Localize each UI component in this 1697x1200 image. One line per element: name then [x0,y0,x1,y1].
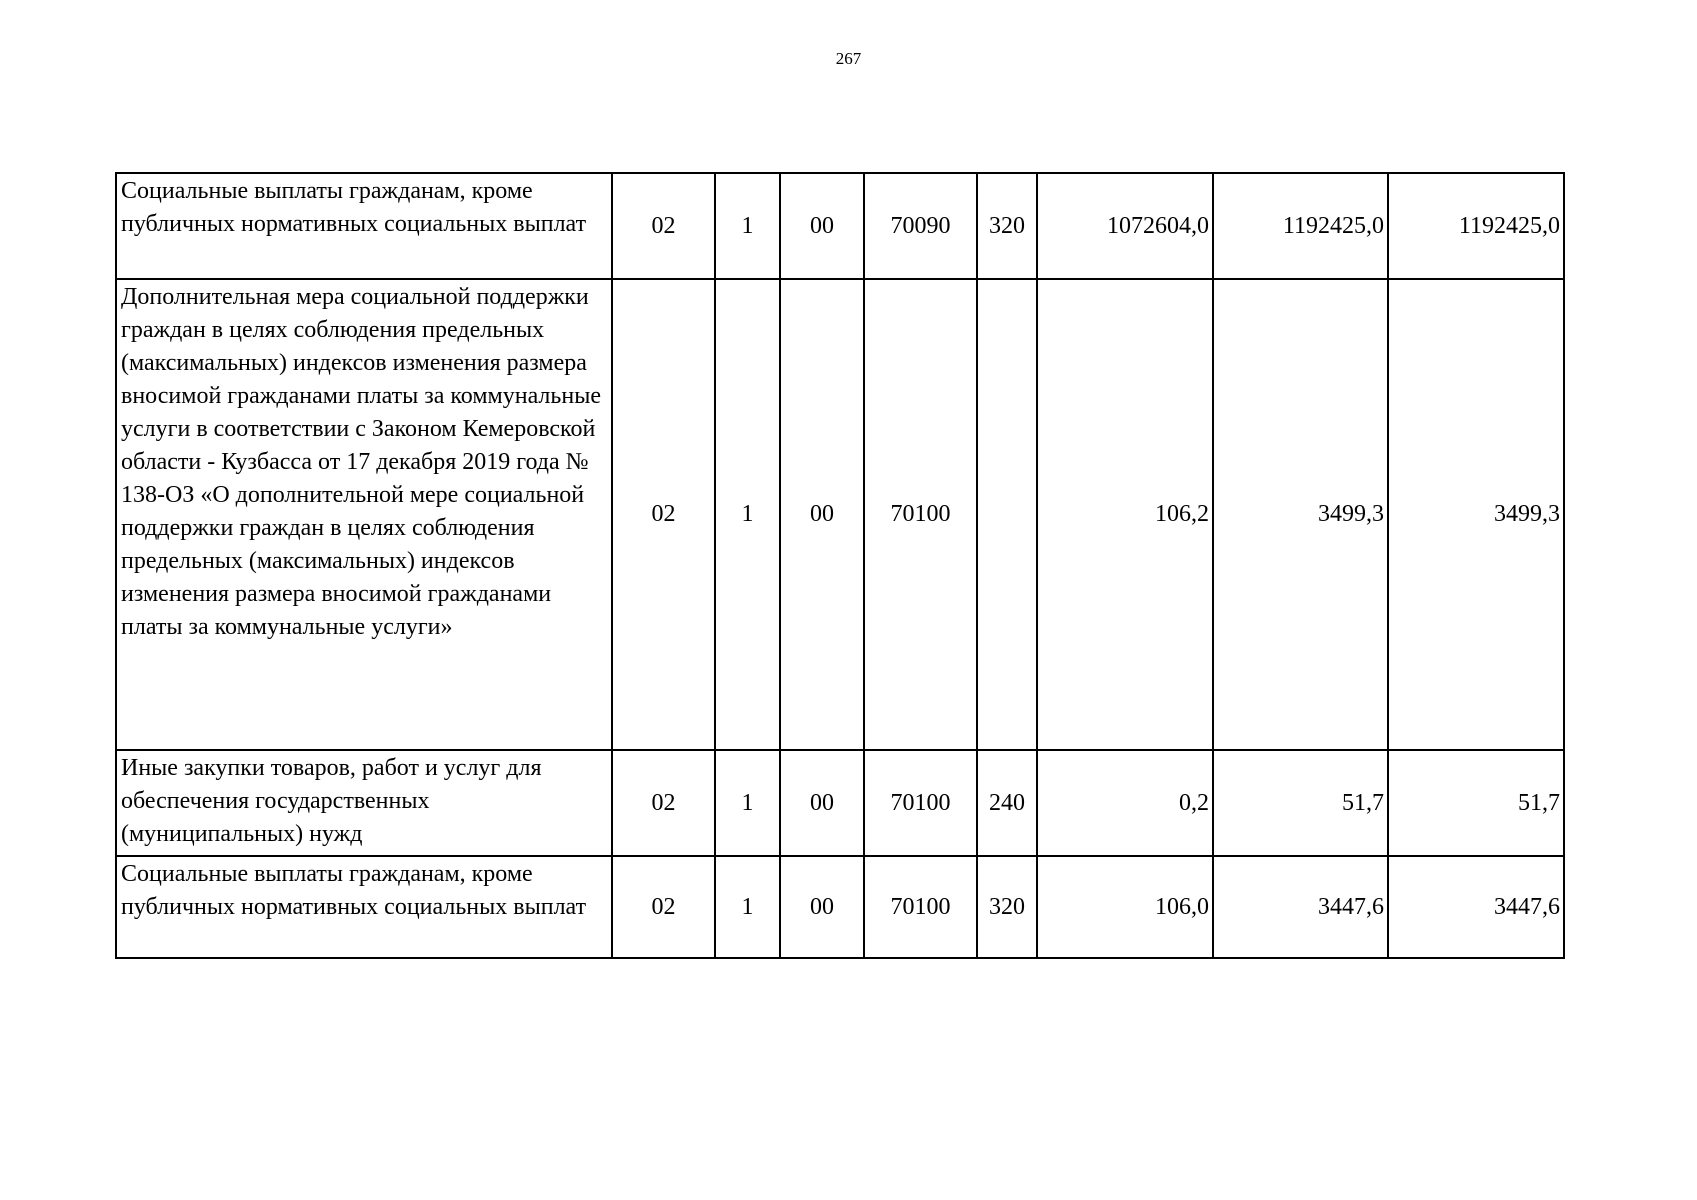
main-activity-code-cell: 00 [780,750,864,856]
row-name-cell: Дополнительная мера социальной поддержки граждан в целях соблюдения предельных (максимальных) индексов изменения размера вносимой гражданами платы за коммунальные услуги в соответствии с Законом Кемеровской области - Кузбасса от 17 декабря 2019 года № 138-ОЗ «О дополнительной мере социальной поддержки граждан в целях соблюдения предельных (максимальных) индексов изменения размера вносимой гражданами платы за коммунальные услуги» [116,279,612,750]
program-code-cell: 02 [612,279,715,750]
amount-year-3-cell: 3447,6 [1388,856,1564,958]
table-row [116,279,1564,750]
table-row [116,856,1564,958]
amount-year-3-cell: 1192425,0 [1388,173,1564,279]
amount-year-2-cell: 1192425,0 [1213,173,1388,279]
expense-type-code-cell: 320 [977,856,1037,958]
direction-code-cell: 70100 [864,279,977,750]
budget-table [115,172,1565,959]
amount-year-1-cell: 106,2 [1037,279,1213,750]
table-row [116,750,1564,856]
row-name-cell: Иные закупки товаров, работ и услуг для обеспечения государственных (муниципальных) нужд [116,750,612,856]
direction-code-cell: 70100 [864,750,977,856]
subprogram-code-cell: 1 [715,750,780,856]
program-code-cell: 02 [612,856,715,958]
table-row [116,173,1564,279]
direction-code-cell: 70100 [864,856,977,958]
main-activity-code-cell: 00 [780,279,864,750]
expense-type-code-cell: 320 [977,173,1037,279]
subprogram-code-cell: 1 [715,856,780,958]
subprogram-code-cell: 1 [715,173,780,279]
row-name-cell: Социальные выплаты гражданам, кроме публичных нормативных социальных выплат [116,856,612,958]
amount-year-3-cell: 3499,3 [1388,279,1564,750]
expense-type-code-cell [977,279,1037,750]
amount-year-2-cell: 51,7 [1213,750,1388,856]
direction-code-cell: 70090 [864,173,977,279]
page-number: 267 [835,49,862,68]
expense-type-code-cell: 240 [977,750,1037,856]
amount-year-1-cell: 0,2 [1037,750,1213,856]
program-code-cell: 02 [612,173,715,279]
row-name-cell: Социальные выплаты гражданам, кроме публичных нормативных социальных выплат [116,173,612,279]
subprogram-code-cell: 1 [715,279,780,750]
program-code-cell: 02 [612,750,715,856]
main-activity-code-cell: 00 [780,856,864,958]
amount-year-2-cell: 3499,3 [1213,279,1388,750]
main-activity-code-cell: 00 [780,173,864,279]
amount-year-3-cell: 51,7 [1388,750,1564,856]
amount-year-2-cell: 3447,6 [1213,856,1388,958]
amount-year-1-cell: 106,0 [1037,856,1213,958]
amount-year-1-cell: 1072604,0 [1037,173,1213,279]
